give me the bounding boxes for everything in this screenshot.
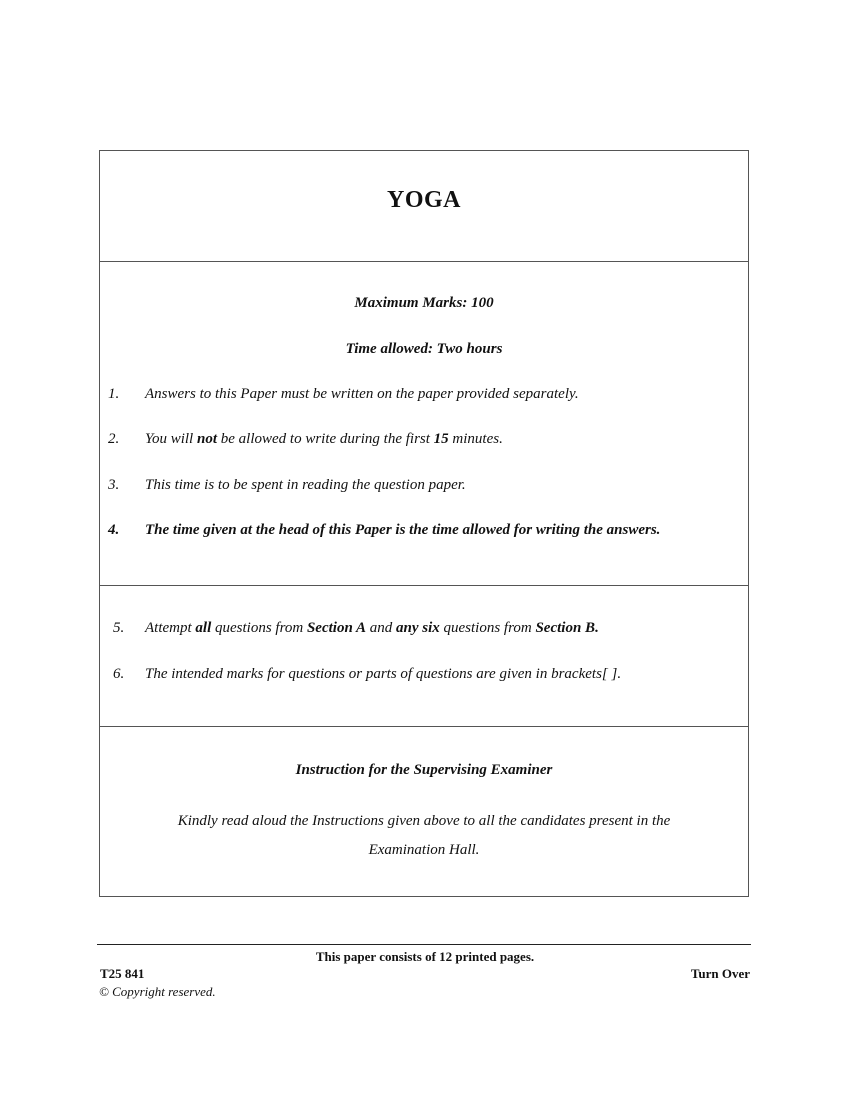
item-text: You will [145, 431, 197, 447]
instruction-item-3 [108, 477, 740, 494]
item-text: Attempt [145, 620, 196, 636]
title-section [100, 151, 748, 261]
subject-title: YOGA [387, 187, 461, 213]
item-text: This time is to be spent in reading the question paper. [145, 477, 466, 493]
item-text-bold: Section B [535, 620, 596, 636]
item-text-bold: Section A [306, 620, 366, 636]
item-text: The time given at the head of this Paper is the time allowed for writing the answers. [145, 522, 661, 538]
answering-instructions-section [100, 585, 748, 726]
maximum-marks: Maximum Marks: 100 [354, 295, 494, 311]
paper-code: T25 841 [100, 966, 145, 981]
item-number: 6. [113, 666, 125, 682]
copyright-notice: © Copyright reserved. [99, 984, 216, 999]
turn-over-label: Turn Over [690, 966, 750, 981]
general-instructions-section [100, 261, 748, 585]
item-text-bold: 15 [433, 431, 449, 447]
instruction-item-5 [113, 620, 740, 637]
instruction-item-2 [108, 431, 740, 448]
item-text: questions from [211, 620, 307, 636]
cover-box [99, 150, 749, 897]
item-text: questions from [439, 620, 536, 636]
item-text-bold: any six [396, 620, 440, 636]
item-number: 1. [108, 386, 120, 402]
instruction-item-1 [108, 386, 740, 403]
supervisor-line-2: Examination Hall. [368, 842, 480, 858]
footer-divider [97, 944, 751, 945]
item-text: and [366, 620, 396, 636]
item-text: Answers to this Paper must be written on the paper provided separately. [145, 386, 579, 402]
item-text-bold: all [195, 620, 212, 636]
item-number: 4. [108, 522, 120, 538]
item-number: 5. [113, 620, 125, 636]
time-allowed: Time allowed: Two hours [345, 341, 503, 357]
instruction-item-6 [113, 666, 740, 683]
item-number: 3. [108, 477, 120, 493]
item-number: 2. [108, 431, 120, 447]
supervisor-instruction [140, 807, 708, 865]
item-text: . [595, 620, 599, 636]
item-text: The intended marks for questions or parts of questions are given in brackets[ ]. [145, 666, 622, 682]
supervisor-heading: Instruction for the Supervising Examiner [295, 762, 553, 778]
page-count-note: This paper consists of 12 printed pages. [315, 949, 535, 964]
supervisor-line-1: Kindly read aloud the Instructions given above to all the candidates present in the [177, 813, 671, 829]
supervisor-section [100, 726, 748, 896]
item-text: be allowed to write during the first [217, 431, 434, 447]
item-text: minutes. [448, 431, 503, 447]
item-text-bold: not [196, 431, 217, 447]
instruction-item-4 [108, 522, 740, 539]
